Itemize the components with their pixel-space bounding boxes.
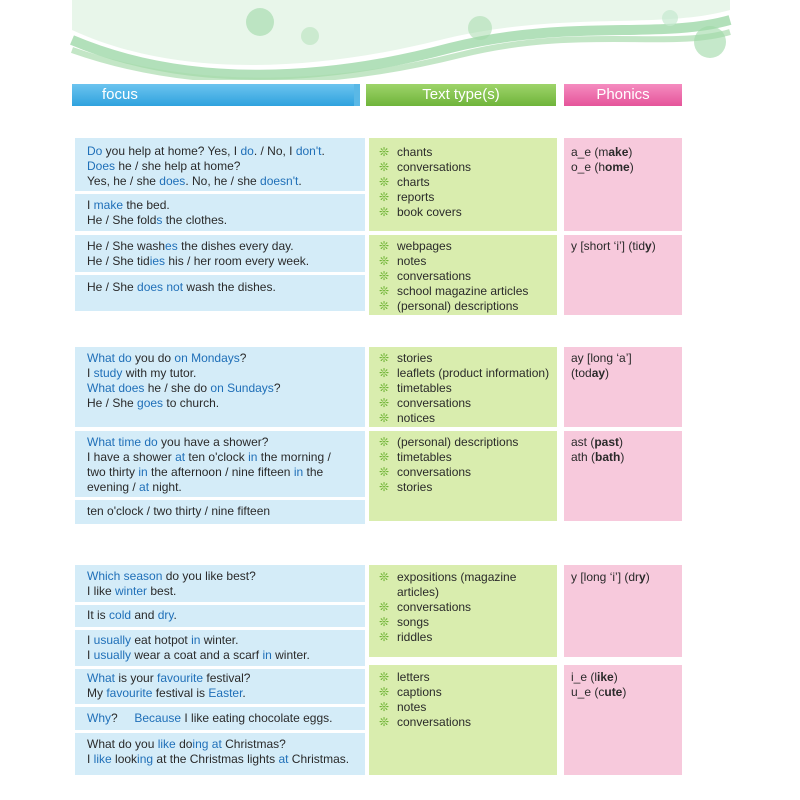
phonics-text: y [long ‘i’] (dr <box>571 570 640 584</box>
list-item-label: conversations <box>397 396 472 410</box>
phonics-line <box>571 366 682 381</box>
focus-word: What does <box>87 381 145 395</box>
phonics-text: ) <box>620 450 625 464</box>
phonics-text: u_e (c <box>571 685 605 699</box>
phonics-sound: bath <box>595 450 621 464</box>
list-item <box>379 685 557 700</box>
phonics-text: ) <box>619 435 624 449</box>
focus-line <box>87 648 365 663</box>
focus-word: Does <box>87 159 116 173</box>
header-focus-label: focus <box>102 86 138 103</box>
focus-text: I have a shower <box>87 450 176 464</box>
bullet-icon: ❊ <box>379 396 390 410</box>
phonics-sound: ome <box>605 160 630 174</box>
focus-word: s <box>156 213 163 227</box>
focus-word: in <box>191 633 201 647</box>
focus-line <box>87 396 365 411</box>
list-item-label: riddles <box>397 630 433 644</box>
bullet-icon: ❊ <box>379 615 390 629</box>
phonics-sound: ike <box>597 670 614 684</box>
phonics-sound: ay <box>591 366 606 380</box>
phonics-text: ) <box>645 570 650 584</box>
phonics-sound: y <box>639 570 646 584</box>
focus-line <box>87 280 365 295</box>
phonics-text: (tod <box>571 366 592 380</box>
text-types-cell <box>369 565 557 657</box>
list-item-label: stories <box>397 480 433 494</box>
list-item <box>379 615 557 630</box>
focus-text: the <box>303 465 324 479</box>
focus-word: does not <box>137 280 184 294</box>
focus-line <box>87 159 365 174</box>
focus-word: in <box>262 648 272 662</box>
list-item <box>379 299 557 314</box>
text-types-cell <box>369 138 557 231</box>
phonics-cell <box>564 431 682 521</box>
list-item-label: conversations <box>397 600 472 614</box>
focus-cell <box>75 669 365 704</box>
focus-text: the clothes. <box>162 213 228 227</box>
bullet-icon: ❊ <box>379 284 390 298</box>
list-item-label: leaflets (product information) <box>397 366 550 380</box>
bullet-icon: ❊ <box>379 480 390 494</box>
focus-word: at <box>139 480 150 494</box>
focus-text: What do you <box>87 737 158 751</box>
focus-line <box>87 213 365 228</box>
focus-text: ten o'clock <box>185 450 249 464</box>
bullet-icon: ❊ <box>379 205 390 219</box>
focus-text: I <box>87 633 94 647</box>
focus-text: wash the dishes. <box>183 280 276 294</box>
focus-text: I <box>87 198 94 212</box>
list-item-label: (personal) descriptions <box>397 435 519 449</box>
list-item-label: timetables <box>397 381 452 395</box>
focus-text: the dishes every day. <box>177 239 294 253</box>
focus-text: he / she do <box>144 381 211 395</box>
phonics-line <box>571 145 682 160</box>
bullet-icon: ❊ <box>379 600 390 614</box>
focus-text: Christmas? <box>221 737 286 751</box>
focus-text: He / She <box>87 280 138 294</box>
list-item <box>379 411 557 426</box>
focus-text: He / She <box>87 396 138 410</box>
list-item <box>379 435 557 450</box>
phonics-text: ay [long ‘a’] <box>571 351 632 365</box>
list-item <box>379 284 557 299</box>
focus-word: in <box>293 465 304 479</box>
text-types-cell <box>369 235 557 315</box>
focus-text: . <box>298 174 302 188</box>
focus-text: the afternoon / nine fifteen <box>147 465 294 479</box>
phonics-text: ) <box>613 670 618 684</box>
focus-text: you do <box>131 351 175 365</box>
focus-cell <box>75 500 365 524</box>
phonics-text: o_e (h <box>571 160 606 174</box>
phonics-cell <box>564 665 682 775</box>
focus-text: his / her room every week. <box>165 254 310 268</box>
focus-text: . <box>321 144 325 158</box>
list-item-label: conversations <box>397 269 472 283</box>
focus-line <box>87 239 365 254</box>
header-text-types-label: Text type(s) <box>422 86 500 103</box>
bullet-icon: ❊ <box>379 366 390 380</box>
focus-cell <box>75 235 365 272</box>
focus-word: Do <box>87 144 103 158</box>
phonics-line <box>571 239 682 254</box>
focus-line <box>87 198 365 213</box>
focus-word: at <box>175 450 186 464</box>
list-item <box>379 600 557 615</box>
focus-word: Why <box>87 711 111 725</box>
text-types-cell <box>369 665 557 775</box>
focus-text: you help at home? Yes, I <box>102 144 241 158</box>
list-item <box>379 366 557 381</box>
focus-line <box>87 174 365 189</box>
bullet-icon: ❊ <box>379 190 390 204</box>
list-item-label: chants <box>397 145 433 159</box>
focus-text: My <box>87 686 107 700</box>
focus-text: winter. <box>271 648 310 662</box>
bullet-icon: ❊ <box>379 670 390 684</box>
phonics-cell <box>564 235 682 315</box>
list-item-label: webpages <box>397 239 452 253</box>
focus-text: to church. <box>163 396 220 410</box>
focus-line <box>87 671 365 686</box>
focus-word: What do <box>87 351 132 365</box>
list-item <box>379 175 557 190</box>
focus-text: I <box>87 366 94 380</box>
text-types-cell <box>369 347 557 427</box>
list-item-label: (personal) descriptions <box>397 299 519 313</box>
focus-text: ? <box>273 381 281 395</box>
list-item-label: stories <box>397 351 433 365</box>
focus-text: and <box>131 608 158 622</box>
bullet-icon: ❊ <box>379 685 390 699</box>
bullet-icon: ❊ <box>379 381 390 395</box>
list-item-continued <box>379 585 557 600</box>
focus-word: on Sundays <box>210 381 274 395</box>
focus-word: goes <box>137 396 164 410</box>
focus-text: He / She tid <box>87 254 150 268</box>
focus-word: on Mondays <box>174 351 240 365</box>
focus-line <box>87 737 365 752</box>
focus-word: like <box>93 752 112 766</box>
phonics-text: ath ( <box>571 450 596 464</box>
bullet-icon: ❊ <box>379 570 390 584</box>
phonics-line <box>571 450 682 465</box>
focus-line <box>87 435 365 450</box>
focus-text: ? <box>111 711 135 725</box>
bullet-icon: ❊ <box>379 299 390 313</box>
bullet-icon: ❊ <box>379 700 390 714</box>
phonics-text: ) <box>605 366 610 380</box>
focus-line <box>87 480 365 495</box>
focus-text: He / She fold <box>87 213 157 227</box>
phonics-cell <box>564 138 682 231</box>
phonics-sound: ake <box>608 145 629 159</box>
phonics-line <box>571 435 682 450</box>
focus-word: in <box>138 465 148 479</box>
text-types-cell <box>369 431 557 521</box>
list-item <box>379 381 557 396</box>
phonics-text: a_e (m <box>571 145 609 159</box>
focus-text: festival? <box>203 671 251 685</box>
focus-text: Christmas. <box>288 752 350 766</box>
header-phonics-label: Phonics <box>596 86 650 103</box>
phonics-sound: ute <box>604 685 623 699</box>
focus-line <box>87 569 365 584</box>
bullet-icon: ❊ <box>379 145 390 159</box>
focus-text: best. <box>147 584 177 598</box>
focus-cell <box>75 138 365 191</box>
phonics-text: ) <box>629 160 634 174</box>
list-item-label: notes <box>397 700 427 714</box>
focus-word: at <box>211 737 222 751</box>
list-item-label: letters <box>397 670 430 684</box>
focus-text: eat hotpot <box>131 633 192 647</box>
phonics-line <box>571 160 682 175</box>
focus-word: Because <box>134 711 182 725</box>
phonics-sound: past <box>594 435 620 449</box>
focus-line <box>87 254 365 269</box>
list-item <box>379 450 557 465</box>
focus-word: Easter <box>208 686 243 700</box>
focus-line <box>87 686 365 701</box>
bullet-icon: ❊ <box>379 411 390 425</box>
phonics-sound: y <box>645 239 652 253</box>
focus-text: the bed. <box>123 198 170 212</box>
focus-word: in <box>248 450 258 464</box>
list-item <box>379 254 557 269</box>
list-item-label: expositions (magazine <box>397 570 517 584</box>
bullet-icon: ❊ <box>379 715 390 729</box>
focus-text: It is <box>87 608 110 622</box>
phonics-line <box>571 685 682 700</box>
phonics-text: ) <box>651 239 656 253</box>
focus-word: don't <box>295 144 322 158</box>
bullet-icon: ❊ <box>379 175 390 189</box>
list-item-label: songs <box>397 615 430 629</box>
list-item <box>379 205 557 220</box>
focus-word: does <box>159 174 186 188</box>
bullet-icon: ❊ <box>379 239 390 253</box>
list-item <box>379 351 557 366</box>
focus-line: ten o'clock / two thirty / nine fifteen <box>87 504 271 518</box>
bullet-icon: ❊ <box>379 160 390 174</box>
focus-line <box>87 584 365 599</box>
phonics-line <box>571 351 682 366</box>
phonics-line <box>571 670 682 685</box>
phonics-text: ) <box>622 685 627 699</box>
list-item <box>379 670 557 685</box>
list-item <box>379 715 557 730</box>
focus-text: I like eating chocolate eggs. <box>181 711 333 725</box>
focus-word: at <box>278 752 289 766</box>
bullet-icon: ❊ <box>379 465 390 479</box>
focus-word: do <box>240 144 254 158</box>
list-item-label: articles) <box>397 585 440 599</box>
focus-cell <box>75 431 365 497</box>
focus-text: He / She wash <box>87 239 166 253</box>
bullet-icon: ❊ <box>379 254 390 268</box>
focus-word: dry <box>157 608 174 622</box>
focus-text: ? <box>239 351 247 365</box>
list-item-label: charts <box>397 175 430 189</box>
list-item-label: reports <box>397 190 435 204</box>
decorative-banner <box>60 0 740 80</box>
focus-word: make <box>93 198 124 212</box>
focus-cell <box>75 565 365 602</box>
focus-text: I <box>87 648 94 662</box>
list-item <box>379 480 557 495</box>
phonics-text: y [short ‘i’] (tid <box>571 239 646 253</box>
focus-text: . / No, I <box>253 144 296 158</box>
focus-line <box>87 366 365 381</box>
list-item <box>379 570 557 585</box>
list-item-label: notes <box>397 254 427 268</box>
focus-text: I <box>87 752 94 766</box>
focus-text: two thirty <box>87 465 139 479</box>
focus-word: favourite <box>106 686 153 700</box>
focus-text: with my tutor. <box>122 366 197 380</box>
focus-word: What <box>87 671 116 685</box>
focus-text: the morning / <box>257 450 331 464</box>
focus-text: festival is <box>152 686 209 700</box>
focus-word: doesn't <box>260 174 299 188</box>
focus-cell <box>75 630 365 666</box>
focus-text: is your <box>115 671 158 685</box>
list-item <box>379 160 557 175</box>
phonics-line <box>571 570 682 585</box>
focus-cell <box>75 733 365 775</box>
focus-text: do you like best? <box>162 569 256 583</box>
header-phonics <box>564 84 682 106</box>
focus-word: es <box>165 239 178 253</box>
list-item-label: school magazine articles <box>397 284 529 298</box>
phonics-text: ast ( <box>571 435 595 449</box>
list-item-label: conversations <box>397 715 472 729</box>
focus-line <box>87 351 365 366</box>
focus-line <box>87 608 365 623</box>
bullet-icon: ❊ <box>379 351 390 365</box>
focus-line <box>87 381 365 396</box>
focus-text: winter. <box>200 633 239 647</box>
focus-text: look <box>111 752 138 766</box>
list-item <box>379 145 557 160</box>
focus-text: . <box>173 608 177 622</box>
bullet-icon: ❊ <box>379 435 390 449</box>
focus-cell <box>75 275 365 311</box>
focus-word: usually <box>93 633 132 647</box>
focus-text: he / she help at home? <box>115 159 241 173</box>
list-item-label: conversations <box>397 160 472 174</box>
phonics-text: ) <box>628 145 633 159</box>
bullet-icon: ❊ <box>379 269 390 283</box>
focus-line <box>87 465 365 480</box>
focus-word: winter <box>115 584 148 598</box>
list-item <box>379 700 557 715</box>
focus-word: usually <box>93 648 132 662</box>
focus-text: Yes, he / she <box>87 174 160 188</box>
bullet-icon: ❊ <box>379 450 390 464</box>
list-item-label: conversations <box>397 465 472 479</box>
focus-text: . No, he / she <box>185 174 261 188</box>
focus-line <box>87 711 365 726</box>
list-item <box>379 190 557 205</box>
focus-word: like <box>157 737 176 751</box>
list-item-label: captions <box>397 685 442 699</box>
list-item-label: notices <box>397 411 436 425</box>
list-item <box>379 396 557 411</box>
focus-cell <box>75 194 365 231</box>
focus-line <box>87 633 365 648</box>
focus-cell <box>75 347 365 427</box>
list-item-label: book covers <box>397 205 462 219</box>
focus-word: ing <box>137 752 154 766</box>
header-text-types <box>366 84 556 106</box>
focus-text: do <box>175 737 193 751</box>
focus-word: cold <box>109 608 132 622</box>
focus-line <box>87 450 365 465</box>
focus-text: at the Christmas lights <box>153 752 279 766</box>
focus-word: favourite <box>157 671 204 685</box>
focus-word: What time do <box>87 435 158 449</box>
list-item <box>379 465 557 480</box>
focus-text: night. <box>149 480 182 494</box>
focus-text: you have a shower? <box>157 435 269 449</box>
list-item <box>379 630 557 645</box>
phonics-cell <box>564 565 682 657</box>
bullet-icon: ❊ <box>379 630 390 644</box>
focus-text: evening / <box>87 480 140 494</box>
phonics-text: i_e (l <box>571 670 598 684</box>
focus-text: . <box>242 686 246 700</box>
focus-cell <box>75 707 365 730</box>
header-focus <box>72 84 360 106</box>
list-item <box>379 239 557 254</box>
focus-word: Which season <box>87 569 163 583</box>
focus-text: I like <box>87 584 116 598</box>
focus-line <box>87 752 365 767</box>
focus-word: study <box>93 366 123 380</box>
list-item <box>379 269 557 284</box>
focus-text: wear a coat and a scarf <box>131 648 263 662</box>
focus-word: ing <box>192 737 209 751</box>
focus-word: ies <box>149 254 166 268</box>
list-item-label: timetables <box>397 450 452 464</box>
phonics-cell <box>564 347 682 427</box>
focus-cell <box>75 605 365 627</box>
focus-line <box>87 144 365 159</box>
